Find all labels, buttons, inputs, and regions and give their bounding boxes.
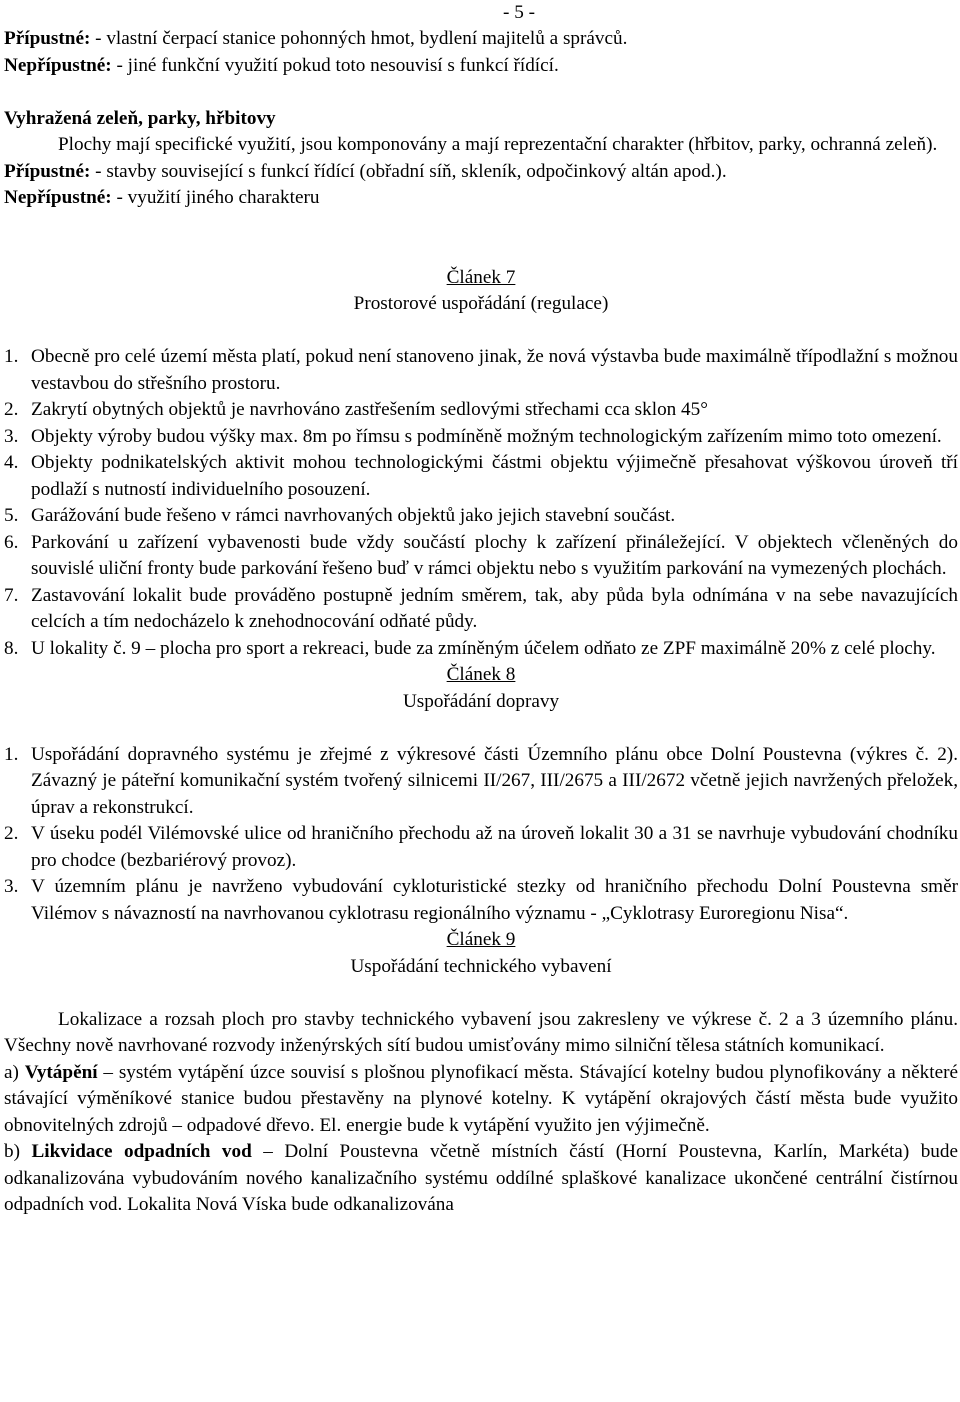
item-number: 7. <box>4 584 19 606</box>
item-text: Zakrytí obytných objektů je navrhováno zastřešením sedlovými střechami cca sklon 45° <box>31 399 708 420</box>
forbidden-label: Nepřípustné: <box>4 54 112 76</box>
allowed-text: - stavby související s funkcí řídící (obřadní síň, skleník, odpočinkový altán apod.). <box>90 160 727 182</box>
heating-text: – systém vytápění úzce souvisí s plošnou plynofikací města. Stávající kotelny budou plynofikovány a některé stávající výměníkové stanice budou přestavěny na plynové kotelny. K vytápění okrajových částí města bude využito obnovitelných zdrojů – odpadové dřevo. El. energie bude k vytápění využito jen výjimečně. <box>4 1061 959 1136</box>
list-item <box>4 742 958 822</box>
article-8-title: Článek 8 <box>446 664 516 685</box>
article-7-title: Článek 7 <box>446 266 516 288</box>
item-prefix: a) <box>4 1061 25 1083</box>
list-item <box>4 450 958 503</box>
item-number: 1. <box>4 743 19 765</box>
heating-label: Vytápění <box>24 1061 98 1083</box>
article-9-heating <box>4 1060 958 1140</box>
article-9-intro: Lokalizace a rozsah ploch pro stavby technického vybavení jsou zakresleny ve výkrese č. 2 a 3 územního plánu. Všechny nově navrhované rozvody inženýrských sítí budou umisťovány mimo silniční tělesa státních komunikací. <box>4 1008 958 1056</box>
item-text: Obecně pro celé území města platí, pokud není stanoveno jinak, že nová výstavba bude maximálně třípodlažní s možnou vestavbou do střešního prostoru. <box>31 346 958 394</box>
item-number: 6. <box>4 531 19 553</box>
item-number: 4. <box>4 452 19 473</box>
article-7-subtitle: Prostorové uspořádání (regulace) <box>353 293 609 314</box>
article-8-subtitle: Uspořádání dopravy <box>402 690 560 712</box>
item-number: 2. <box>4 399 19 420</box>
list-item <box>4 636 958 663</box>
wastewater-text: – Dolní Poustevna včetně místních částí (Horní Poustevna, Karlín, Markéta) bude odkanalizována vybudováním nového kanalizačního systému oddílné splaškové kanalizace ukončené centrální čistírnou odpadních vod. Lokalita Nová Víska bude odkanalizována <box>4 1141 959 1215</box>
item-number: 8. <box>4 637 19 659</box>
item-number: 3. <box>4 876 19 897</box>
list-item <box>4 344 958 397</box>
item-text: Objekty podnikatelských aktivit mohou technologickými částmi objektu výjimečně přesahovat výškovou úroveň tří podlaží s nutností individuelního posouzení. <box>31 452 958 500</box>
section-heading-green: Vyhražená zeleň, parky, hřbitovy <box>4 107 276 129</box>
item-text: U lokality č. 9 – plocha pro sport a rekreaci, bude za zmíněným účelem odňato ze ZPF maximálně 20% z celé plochy. <box>31 637 936 659</box>
item-text: Garážování bude řešeno v rámci navrhovaných objektů jako jejich stavební součást. <box>31 505 676 526</box>
item-text: V územním plánu je navrženo vybudování cykloturistické stezky od hraničního přechodu Dolní Poustevna směr Vilémov s návazností na navrhovanou cyklotrasu regionálního významu - „Cyklotrasy Euroregionu Nisa“. <box>31 876 958 924</box>
document-page <box>4 0 958 1219</box>
item-number: 2. <box>4 823 19 844</box>
item-text: Parkování u zařízení vybavenosti bude vždy součástí plochy k zařízení přináležející. V objektech včleněných do souvislé uliční fronty bude parkování řešeno buď v rámci objektu nebo s využitím parkování na vymezených plochách. <box>31 531 958 579</box>
allowed-text: - vlastní čerpací stanice pohonných hmot, bydlení majitelů a správců. <box>90 28 628 49</box>
section-green-body: Plochy mají specifické využití, jsou komponovány a mají reprezentační charakter (hřbitov, parky, ochranná zeleň). <box>58 134 938 155</box>
article-9-wastewater <box>4 1139 958 1219</box>
wastewater-label: Likvidace odpadních vod <box>31 1141 252 1162</box>
page-number: - 5 - <box>503 2 535 23</box>
allowed-label: Přípustné: <box>4 28 91 49</box>
list-item <box>4 424 958 451</box>
item-text: Objekty výroby budou výšky max. 8m po římsu s podmíněně možným technologickým zařízením mimo toto omezení. <box>31 425 942 447</box>
forbidden-text: - využití jiného charakteru <box>111 187 320 208</box>
list-item <box>4 821 958 874</box>
item-number: 3. <box>4 425 19 447</box>
spacer <box>4 980 958 1007</box>
item-prefix: b) <box>4 1141 32 1162</box>
list-item <box>4 530 958 583</box>
spacer <box>4 212 958 239</box>
article-9-title: Článek 9 <box>446 929 516 950</box>
item-text: Uspořádání dopravného systému je zřejmé z výkresové části Územního plánu obce Dolní Poustevna (výkres č. 2). Závazný je páteřní komunikační systém tvořený silnicemi II/267, III/2675 a III/2672 včetně jejich navržených přeložek, úprav a rekonstrukcí. <box>31 743 958 818</box>
forbidden-text: - jiné funkční využití pokud toto nesouvisí s funkcí řídící. <box>111 54 559 76</box>
item-number: 1. <box>4 346 19 367</box>
list-item <box>4 874 958 927</box>
item-text: Zastavování lokalit bude prováděno postupně jedním směrem, tak, aby půda byla odnímána v na sebe navazujících celcích a tím nedocházelo k znehodnocování odňaté půdy. <box>31 584 958 632</box>
article-9-subtitle: Uspořádání technického vybavení <box>350 955 612 977</box>
list-item <box>4 503 958 530</box>
list-item <box>4 583 958 636</box>
spacer <box>4 238 958 265</box>
item-text: V úseku podél Vilémovské ulice od hraničního přechodu až na úroveň lokalit 30 a 31 se navrhuje vybudování chodníku pro chodce (bezbariérový provoz). <box>31 823 958 871</box>
list-item <box>4 397 958 424</box>
forbidden-label: Nepřípustné: <box>4 187 112 208</box>
forbidden-fuel-station <box>4 53 958 80</box>
article-7-list <box>4 344 958 662</box>
spacer <box>4 318 958 345</box>
article-8-list <box>4 742 958 928</box>
spacer <box>4 715 958 742</box>
allowed-fuel-station <box>4 26 958 53</box>
section-green-allowed <box>4 159 958 186</box>
allowed-label: Přípustné: <box>4 160 91 182</box>
section-green-forbidden <box>4 185 958 212</box>
item-number: 5. <box>4 505 19 526</box>
spacer <box>4 79 958 106</box>
